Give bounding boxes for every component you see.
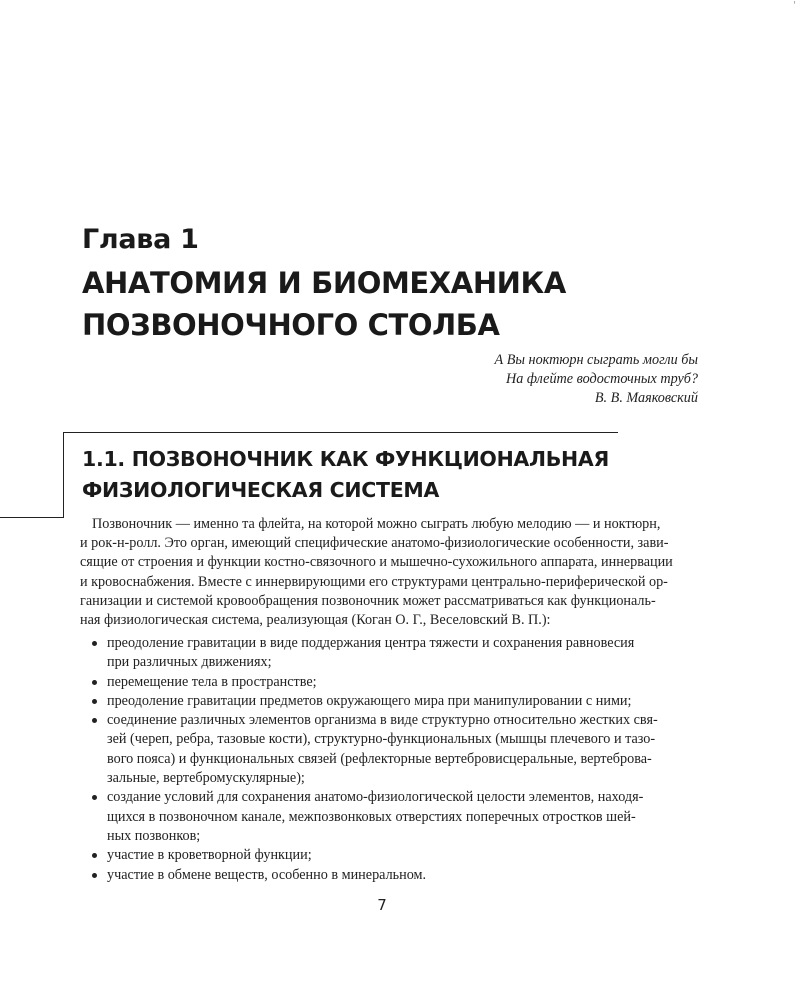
bullet-icon — [92, 641, 97, 646]
list-item-line: соединение различных элементов организма в виде структурно относительно жестких свя- — [107, 712, 658, 729]
bullet-icon — [92, 699, 97, 704]
bullet-icon — [92, 680, 97, 685]
chapter-label: Глава 1 — [82, 224, 199, 255]
epigraph-line: А Вы ноктюрн сыграть могли бы — [494, 352, 698, 368]
bullet-icon — [92, 873, 97, 878]
section-title-line: 1.1. ПОЗВОНОЧНИК КАК ФУНКЦИОНАЛЬНАЯ — [82, 447, 609, 471]
bullet-icon — [92, 718, 97, 723]
list-item-line: преодоление гравитации в виде поддержания центра тяжести и сохранения равновесия — [107, 635, 635, 651]
list-item-line: участие в кроветворной функции; — [107, 847, 312, 864]
list-item-line: зей (череп, ребра, тазовые кости), структурно-функциональных (мышцы плечевого и тазо- — [107, 731, 656, 748]
list-item — [92, 673, 702, 692]
section-title — [82, 444, 702, 506]
bullet-icon — [92, 795, 97, 800]
chapter-title-line: АНАТОМИЯ И БИОМЕХАНИКА — [82, 266, 566, 300]
section-title-line: ФИЗИОЛОГИЧЕСКАЯ СИСТЕМА — [82, 478, 440, 502]
list-item — [92, 711, 702, 788]
paragraph-line: и рок-н-ролл. Это орган, имеющий специфические анатомо-физиологические особенности, зави- — [80, 535, 669, 552]
list-item — [92, 692, 702, 711]
epigraph-author: В. В. Маяковский — [594, 390, 698, 406]
page-number: 7 — [377, 896, 387, 914]
list-item-line: вого пояса) и функциональных связей (рефлекторные вертебровисцеральные, вертеброва- — [107, 750, 652, 767]
list-item-line: перемещение тела в пространстве; — [107, 673, 317, 690]
paragraph-line: Позвоночник — именно та флейта, на которой можно сыграть любую мелодию — и ноктюрн, — [92, 516, 661, 532]
paragraph-line: и кровоснабжения. Вместе с иннервирующими его структурами центрально-периферической ор- — [80, 573, 668, 590]
list-item-line: участие в обмене веществ, особенно в минеральном. — [107, 866, 427, 883]
corner-mark: ' — [793, 0, 796, 11]
epigraph — [495, 351, 699, 408]
section-frame-left-rule — [63, 432, 64, 518]
list-item — [92, 634, 702, 673]
list-item — [92, 846, 702, 865]
list-item-line: при различных движениях; — [107, 654, 272, 671]
list-item-line: преодоление гравитации предметов окружающего мира при манипулировании с ними; — [107, 692, 632, 709]
paragraph-line: сящие от строения и функции костно-связочного и мышечно-сухожильного аппарата, иннервации — [80, 554, 673, 571]
list-item-line: создание условий для сохранения анатомо-физиологической целости элементов, находя- — [107, 789, 644, 806]
chapter-title — [82, 262, 722, 346]
list-item-line: зальные, вертебромускулярные); — [107, 770, 305, 787]
epigraph-line: На флейте водосточных труб? — [506, 371, 698, 387]
body-paragraph — [80, 515, 700, 630]
list-item-line: щихся в позвоночном канале, межпозвонковых отверстиях поперечных отростков шей- — [107, 808, 636, 825]
bullet-icon — [92, 853, 97, 858]
section-frame-margin-rule — [0, 517, 64, 518]
list-item-line: ных позвонков; — [107, 827, 201, 844]
list-item — [92, 788, 702, 846]
paragraph-line: ная физиологическая система, реализующая (Коган О. Г., Веселовский В. П.): — [80, 612, 551, 629]
chapter-title-line: ПОЗВОНОЧНОГО СТОЛБА — [82, 308, 500, 342]
section-frame-top-rule — [63, 432, 618, 433]
function-list — [92, 634, 702, 885]
list-item — [92, 866, 702, 885]
paragraph-line: ганизации и системой кровообращения позвоночник может рассматриваться как функциональ- — [80, 592, 656, 609]
